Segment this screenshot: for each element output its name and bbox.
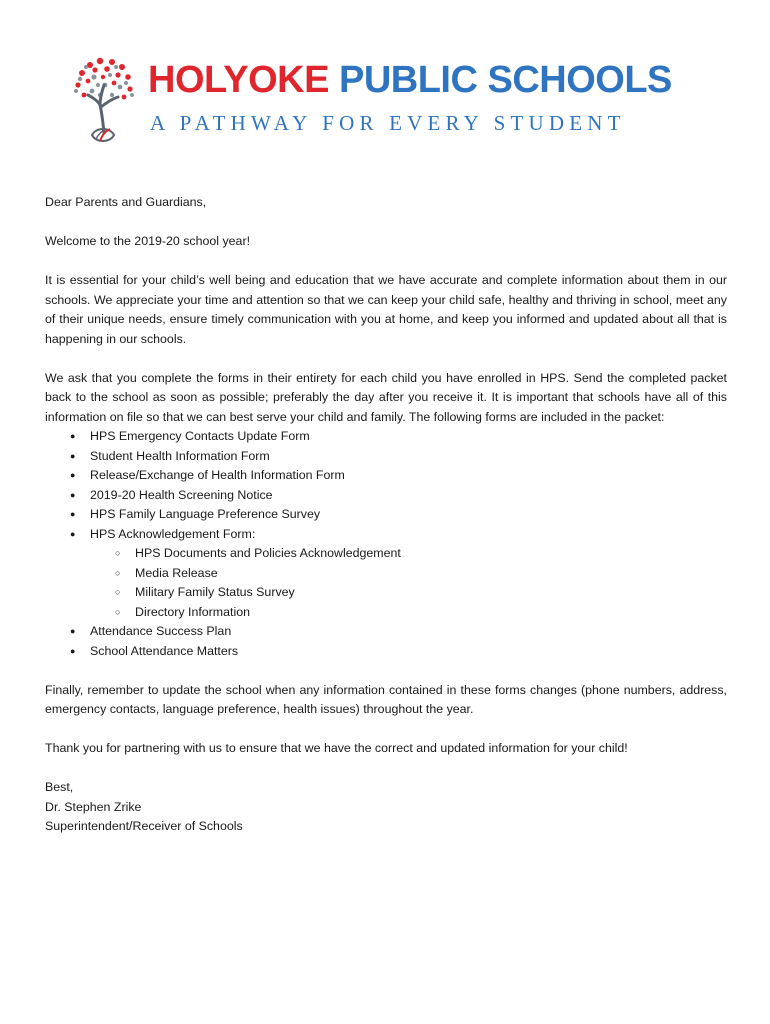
tree-logo-icon xyxy=(70,55,138,147)
list-item: ● School Attendance Matters xyxy=(45,642,727,662)
sub-list-item: ○ Directory Information xyxy=(90,603,727,623)
list-item-label: HPS Acknowledgement Form: xyxy=(90,526,256,541)
paragraph-4: Thank you for partnering with us to ensure that we have the correct and updated information for your child! xyxy=(45,741,628,755)
welcome-line: Welcome to the 2019-20 school year! xyxy=(45,234,251,248)
paragraph-3: Finally, remember to update the school when any information contained in these forms changes (phone numbers, address, emergency contacts, language preference, health issues) throughout the year. xyxy=(45,682,727,716)
sub-list-item: ○ HPS Documents and Policies Acknowledgement xyxy=(90,544,727,564)
letterhead xyxy=(70,55,710,150)
signer-title: Superintendent/Receiver of Schools xyxy=(45,819,243,833)
list-item: ● HPS Emergency Contacts Update Form xyxy=(45,427,727,447)
paragraph-1: It is essential for your child’s well being and education that we have accurate and complete information about them in our schools. We appreciate your time and attention so that we can keep your child safe, healthy and thriving in school, meet any of their unique needs, ensure timely communication with you at home, and keep you informed and updated about all that is happening in our schools. xyxy=(45,273,727,346)
list-item: ● 2019-20 Health Screening Notice xyxy=(45,486,727,506)
sub-list-item: ○ Military Family Status Survey xyxy=(90,583,727,603)
list-item: ● Release/Exchange of Health Information Form xyxy=(45,466,727,486)
forms-list xyxy=(45,427,727,661)
sub-list-item: ○ Media Release xyxy=(90,564,727,584)
school-name xyxy=(148,61,672,99)
list-item: ● HPS Family Language Preference Survey xyxy=(45,505,727,525)
paragraph-2: We ask that you complete the forms in their entirety for each child you have enrolled in HPS. Send the completed packet back to the school as soon as possible; preferably the day after you receive it. It is important that schools have all of this information on file so that we can best serve your child and family. The following forms are included in the packet: xyxy=(45,370,727,424)
salutation: Dear Parents and Guardians, xyxy=(45,195,207,209)
acknowledgement-sublist xyxy=(90,544,727,622)
signer-name: Dr. Stephen Zrike xyxy=(45,799,142,814)
list-item xyxy=(45,525,727,623)
closing: Best, xyxy=(45,780,74,794)
list-item: ● Student Health Information Form xyxy=(45,447,727,467)
list-item: ● Attendance Success Plan xyxy=(45,622,727,642)
school-name-part1: HOLYOKE xyxy=(148,59,329,101)
school-name-part2: PUBLIC SCHOOLS xyxy=(338,59,672,101)
letter-body xyxy=(45,193,727,837)
tagline: A PATHWAY FOR EVERY STUDENT xyxy=(150,111,626,135)
signature-block xyxy=(45,778,727,837)
